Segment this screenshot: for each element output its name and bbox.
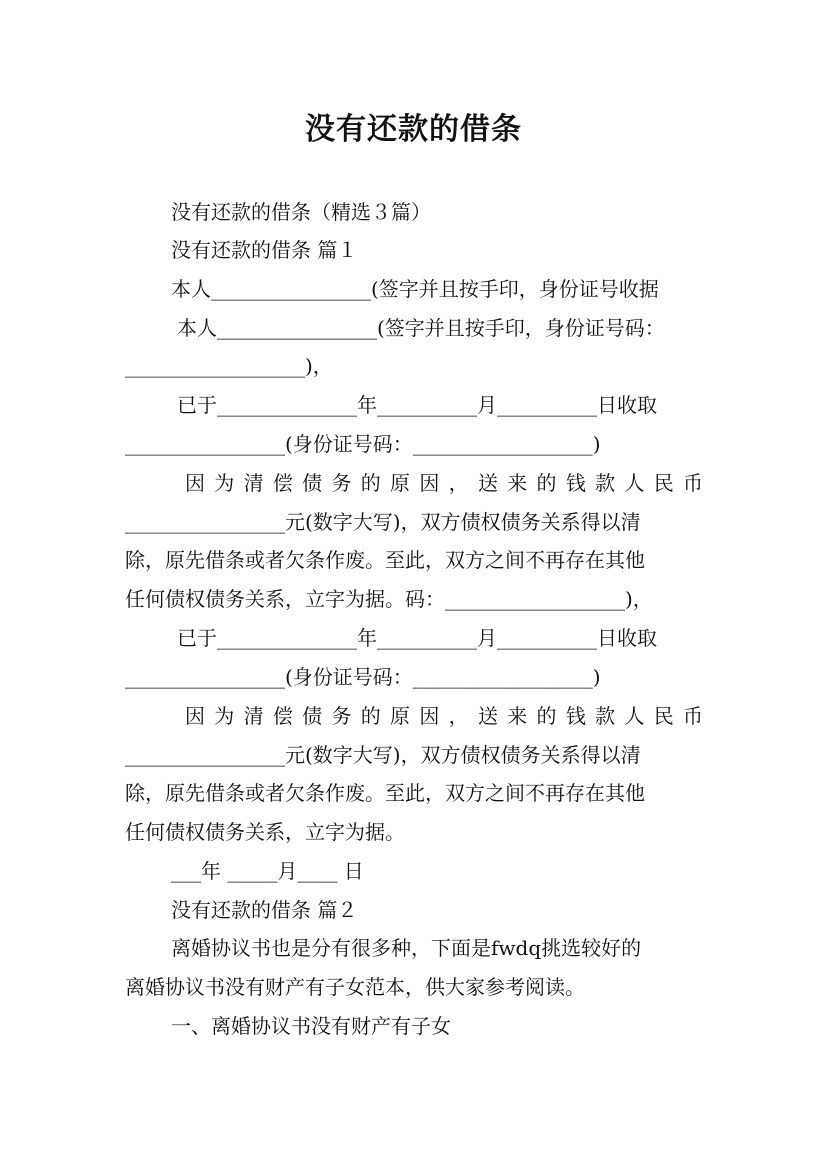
paragraph-line: 已于______________年__________月__________日收取 xyxy=(177,626,657,650)
paragraph-line: ________________元(数字大写)，双方债权债务关系得以清 xyxy=(125,743,641,767)
paragraph-line: ________________(身份证号码：__________________) xyxy=(125,665,601,689)
paragraph-line: ________________(身份证号码：__________________) xyxy=(125,432,601,456)
paragraph-line: 一、离婚协议书没有财产有子女 xyxy=(171,1014,451,1038)
paragraph-line: 因为清偿债务的原因，送来的钱款人民币 xyxy=(185,471,703,495)
subtitle-line: 没有还款的借条（精选３篇） xyxy=(171,200,431,224)
document-title: 没有还款的借条 xyxy=(305,112,522,147)
paragraph-line: 本人________________(签字并且按手印，身份证号收据 xyxy=(171,277,659,301)
paragraph-line: 已于______________年__________月__________日收取 xyxy=(177,393,657,417)
paragraph-line: 离婚协议书也是分有很多种，下面是fwdq挑选较好的 xyxy=(171,936,642,960)
date-line: ___年 _____月____ 日 xyxy=(171,859,364,883)
paragraph-line: __________________)， xyxy=(125,354,333,378)
section-heading-1: 没有还款的借条 篇１ xyxy=(171,238,358,262)
paragraph-line: 因为清偿债务的原因，送来的钱款人民币 xyxy=(185,704,703,728)
section-heading-2: 没有还款的借条 篇２ xyxy=(171,898,358,922)
paragraph-line: 本人________________(签字并且按手印，身份证号码： xyxy=(177,316,665,340)
paragraph-line: 除，原先借条或者欠条作废。至此，双方之间不再存在其他 xyxy=(125,781,645,805)
paragraph-line: 任何债权债务关系，立字为据。 xyxy=(125,820,405,844)
paragraph-line: ________________元(数字大写)，双方债权债务关系得以清 xyxy=(125,510,641,534)
paragraph-line: 离婚协议书没有财产有子女范本，供大家参考阅读。 xyxy=(125,975,585,999)
paragraph-line: 除，原先借条或者欠条作废。至此，双方之间不再存在其他 xyxy=(125,548,645,572)
paragraph-line: 任何债权债务关系，立字为据。码：__________________)， xyxy=(125,587,653,611)
